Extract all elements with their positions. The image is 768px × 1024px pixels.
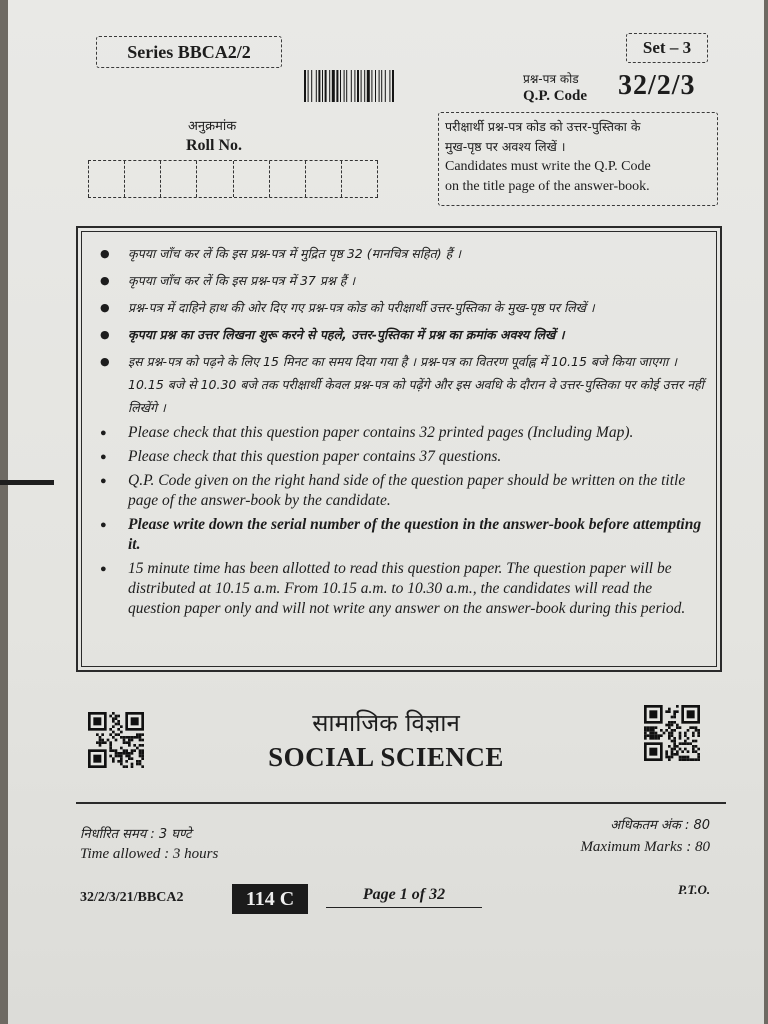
roll-digit-box (341, 161, 378, 197)
instruction-hindi-2: ● कृपया जाँच कर लें कि इस प्रश्न-पत्र में 37 प्रश्न हैं । (100, 269, 704, 292)
page-edge-mark (0, 480, 54, 485)
instruction-hindi-3: ● प्रश्न-पत्र में दाहिने हाथ की ओर दिए गए प्रश्न-पत्र कोड को परीक्षार्थी उत्तर-पुस्तिका के मुख-पृष्ठ पर लिखें । (100, 296, 704, 319)
candidate-note-hindi-2: मुख-पृष्ठ पर अवश्य लिखें । (445, 139, 566, 154)
roll-digit-box (233, 161, 269, 197)
roll-number-boxes (88, 160, 378, 198)
roll-digit-box (196, 161, 232, 197)
qp-code-value: 32/2/3 (618, 70, 696, 101)
instruction-hindi-1: ● कृपया जाँच कर लें कि इस प्रश्न-पत्र में मुद्रित पृष्ठ 32 (मानचित्र सहित) हैं । (100, 242, 704, 265)
box-code-badge: 114 C (232, 884, 308, 914)
instruction-english-3: ● Q.P. Code given on the right hand side of the question paper should be written on the title page of the answer-book by the candidate. (100, 471, 704, 511)
paper-code: 32/2/3/21/BBCA2 (80, 890, 184, 905)
instructions-list (100, 242, 704, 619)
candidate-note-hindi-1: परीक्षार्थी प्रश्न-पत्र कोड को उत्तर-पुस्तिका के (445, 119, 641, 134)
instruction-english-4: ● Please write down the serial number of the question in the answer-book before attempting it. (100, 515, 704, 555)
roll-digit-box (160, 161, 196, 197)
page-number: Page 1 of 32 (326, 886, 482, 908)
candidate-note-english-2: on the title page of the answer-book. (445, 179, 650, 194)
roll-number-label: Roll No. (186, 137, 242, 154)
qp-code-label: Q.P. Code (523, 88, 588, 104)
roll-number-label-hindi: अनुक्रमांक (188, 119, 237, 134)
please-turn-over: P.T.O. (678, 882, 711, 897)
series-label: Series BBCA2/2 (96, 36, 282, 68)
question-paper-page (8, 0, 764, 1024)
instruction-english-5: ● 15 minute time has been allotted to read this question paper. The question paper will be distributed at 10.15 a.m. From 10.15 a.m. to 10.30 a.m., the candidates will read the question paper only and will not write any answer on the answer-book during this period. (100, 559, 704, 619)
maximum-marks-hindi: अधिकतम अंक : 80 (610, 818, 710, 833)
instructions-box (76, 226, 722, 672)
barcode-icon (304, 70, 450, 102)
time-allowed: Time allowed : 3 hours (80, 846, 219, 862)
roll-digit-box (124, 161, 160, 197)
candidate-note-box (438, 112, 718, 206)
roll-digit-box (269, 161, 305, 197)
subject-title-hindi: सामाजिक विज्ञान (312, 709, 460, 737)
qp-code-label-hindi: प्रश्न-पत्र कोड (523, 72, 579, 86)
roll-digit-box (305, 161, 341, 197)
instruction-english-1: ● Please check that this question paper contains 32 printed pages (Including Map). (100, 423, 704, 443)
instruction-english-2: ● Please check that this question paper contains 37 questions. (100, 447, 704, 467)
subject-title: SOCIAL SCIENCE (268, 742, 504, 772)
instruction-hindi-4: ● कृपया प्रश्न का उत्तर लिखना शुरू करने से पहले, उत्तर-पुस्तिका में प्रश्न का क्रमांक अवश्य लिखें । (100, 323, 704, 346)
roll-digit-box (88, 161, 124, 197)
candidate-note-english-1: Candidates must write the Q.P. Code (445, 159, 651, 174)
set-label: Set – 3 (626, 33, 708, 63)
divider (76, 802, 726, 804)
maximum-marks: Maximum Marks : 80 (580, 839, 710, 855)
instruction-hindi-5: ● इस प्रश्न-पत्र को पढ़ने के लिए 15 मिनट का समय दिया गया है । प्रश्न-पत्र का वितरण पूर्वाह्न में 10.15 बजे किया जाएगा । 10.15 बजे से 10.30 बजे तक परीक्षार्थी केवल प्रश्न-पत्र को पढ़ेंगे और इस अवधि के दौरान वे उत्तर-पुस्तिका पर कोई उत्तर नहीं लिखेंगे । (100, 350, 704, 419)
time-allowed-hindi: निर्धारित समय : 3 घण्टे (80, 827, 192, 842)
